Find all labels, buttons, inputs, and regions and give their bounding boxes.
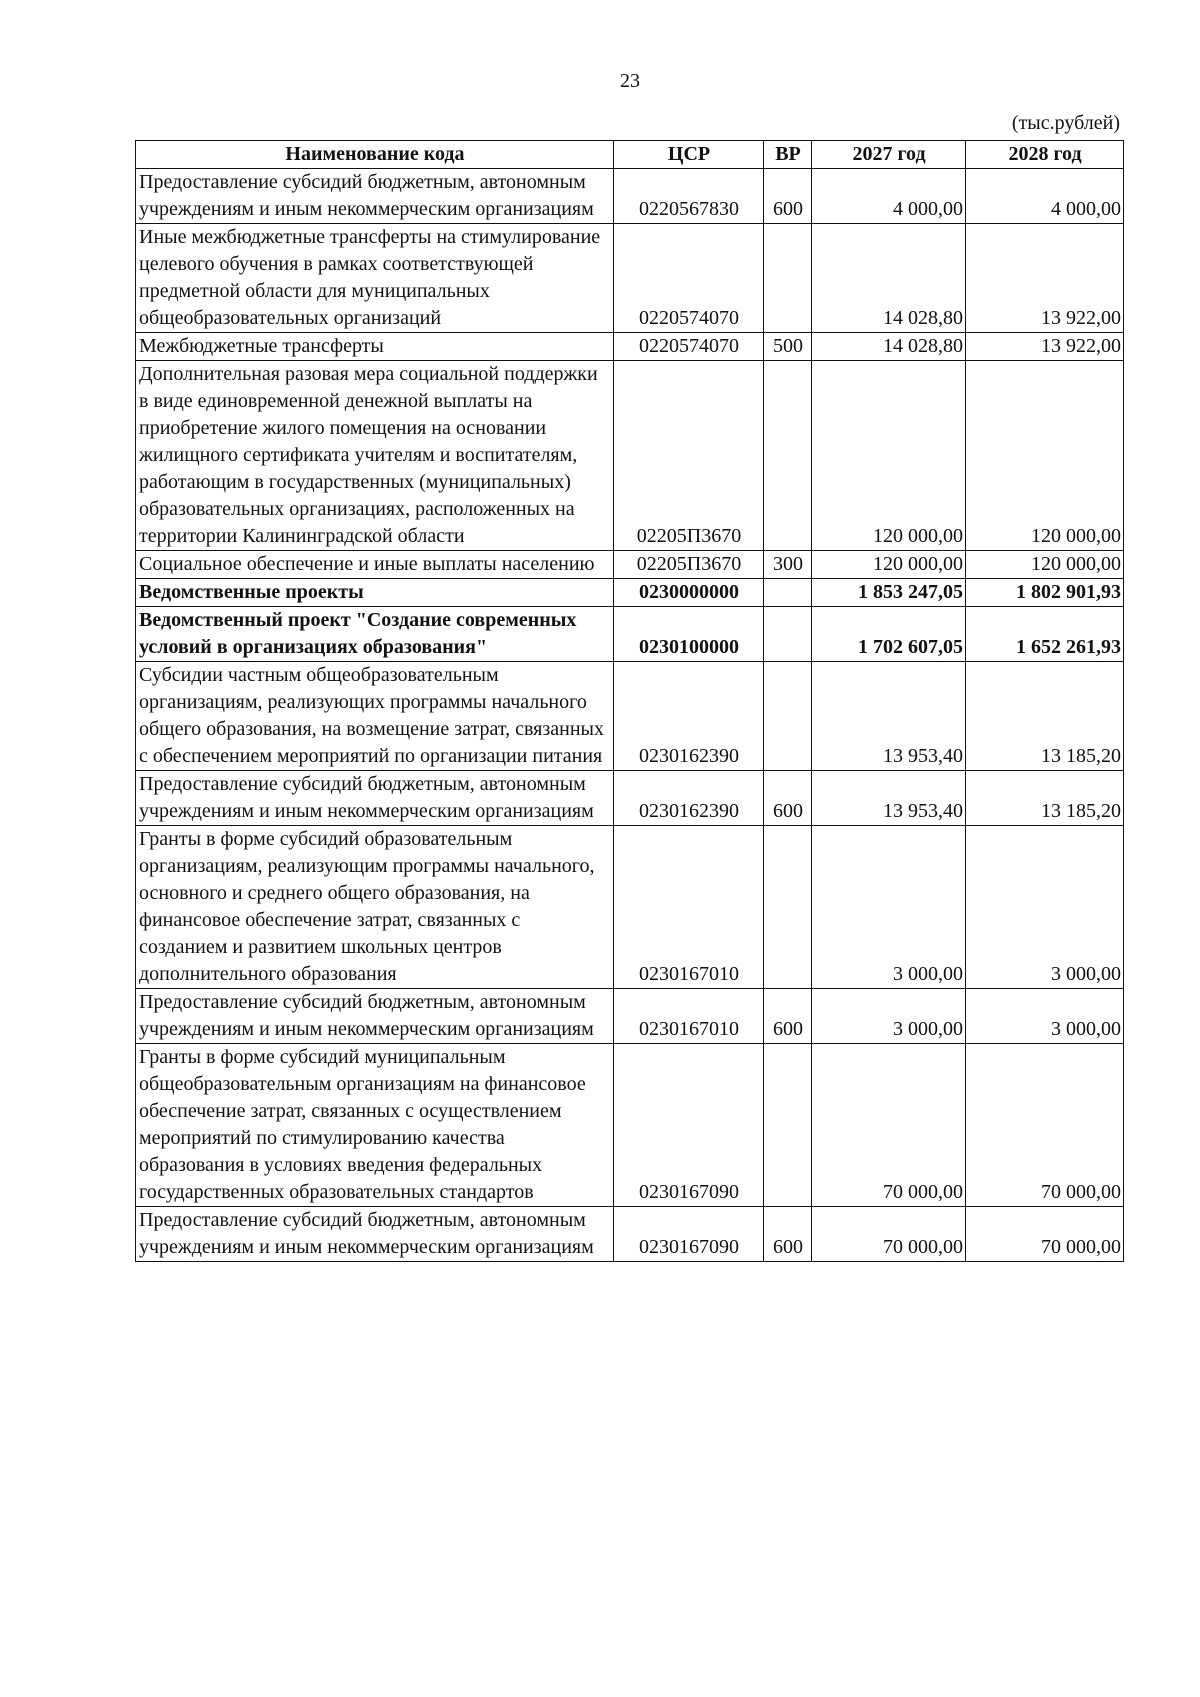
cell-2027: 3 000,00 <box>812 989 966 1044</box>
table-row <box>136 361 1124 551</box>
table-row <box>136 1044 1124 1207</box>
cell-csr: 0220574070 <box>614 224 764 333</box>
cell-2027: 120 000,00 <box>812 361 966 551</box>
header-vr: ВР <box>764 141 812 169</box>
table-row <box>136 224 1124 333</box>
cell-2027: 70 000,00 <box>812 1207 966 1262</box>
cell-vr <box>764 579 812 607</box>
cell-vr: 600 <box>764 169 812 224</box>
cell-csr: 0230167010 <box>614 826 764 989</box>
cell-csr: 0230167090 <box>614 1207 764 1262</box>
table-row <box>136 607 1124 662</box>
cell-vr: 600 <box>764 771 812 826</box>
cell-name: Дополнительная разовая мера социальной поддержки в виде единовременной денежной выплаты на приобретение жилого помещения на основании жилищного сертификата учителям и воспитателям, работающим в государственных (муниципальных) образовательных организациях, расположенных на территории Калининградской области <box>136 361 614 551</box>
cell-vr <box>764 826 812 989</box>
cell-2027: 70 000,00 <box>812 1044 966 1207</box>
table-row <box>136 1207 1124 1262</box>
table-row <box>136 771 1124 826</box>
table-row <box>136 662 1124 771</box>
cell-csr: 0230162390 <box>614 662 764 771</box>
cell-csr: 0220574070 <box>614 333 764 361</box>
cell-2028: 120 000,00 <box>966 361 1124 551</box>
cell-name: Субсидии частным общеобразовательным организациям, реализующих программы начального общего образования, на возмещение затрат, связанных с обеспечением мероприятий по организации питания <box>136 662 614 771</box>
cell-2028: 1 802 901,93 <box>966 579 1124 607</box>
cell-vr <box>764 607 812 662</box>
cell-name: Иные межбюджетные трансферты на стимулирование целевого обучения в рамках соответствующей предметной области для муниципальных общеобразовательных организаций <box>136 224 614 333</box>
cell-vr <box>764 224 812 333</box>
cell-2027: 3 000,00 <box>812 826 966 989</box>
cell-2027: 13 953,40 <box>812 771 966 826</box>
cell-2027: 13 953,40 <box>812 662 966 771</box>
cell-2028: 13 922,00 <box>966 224 1124 333</box>
cell-name: Предоставление субсидий бюджетным, автономным учреждениям и иным некоммерческим организациям <box>136 989 614 1044</box>
units-note: (тыс.рублей) <box>1011 112 1120 134</box>
cell-name: Гранты в форме субсидий муниципальным общеобразовательным организациям на финансовое обеспечение затрат, связанных с осуществлением мероприятий по стимулированию качества образования в условиях введения федеральных государственных образовательных стандартов <box>136 1044 614 1207</box>
cell-csr: 0230167090 <box>614 1044 764 1207</box>
cell-2028: 3 000,00 <box>966 989 1124 1044</box>
table-header-row <box>136 141 1124 169</box>
cell-2027: 1 853 247,05 <box>812 579 966 607</box>
header-2028: 2028 год <box>966 141 1124 169</box>
cell-vr: 600 <box>764 989 812 1044</box>
cell-2028: 13 922,00 <box>966 333 1124 361</box>
table-row <box>136 579 1124 607</box>
cell-vr: 600 <box>764 1207 812 1262</box>
cell-2028: 120 000,00 <box>966 551 1124 579</box>
cell-vr: 500 <box>764 333 812 361</box>
cell-csr: 0220567830 <box>614 169 764 224</box>
cell-name: Гранты в форме субсидий образовательным организациям, реализующим программы начального, основного и среднего общего образования, на финансовое обеспечение затрат, связанных с созданием и развитием школьных центров дополнительного образования <box>136 826 614 989</box>
budget-table <box>135 140 1124 1262</box>
cell-vr <box>764 1044 812 1207</box>
table-row <box>136 826 1124 989</box>
cell-2027: 14 028,80 <box>812 224 966 333</box>
cell-name: Предоставление субсидий бюджетным, автономным учреждениям и иным некоммерческим организациям <box>136 1207 614 1262</box>
table-row <box>136 169 1124 224</box>
cell-2028: 70 000,00 <box>966 1044 1124 1207</box>
table-row <box>136 989 1124 1044</box>
cell-vr <box>764 361 812 551</box>
cell-2028: 13 185,20 <box>966 771 1124 826</box>
cell-name: Межбюджетные трансферты <box>136 333 614 361</box>
header-name: Наименование кода <box>136 141 614 169</box>
table-row <box>136 333 1124 361</box>
cell-2028: 70 000,00 <box>966 1207 1124 1262</box>
cell-name: Ведомственный проект "Создание современных условий в организациях образования" <box>136 607 614 662</box>
cell-2028: 3 000,00 <box>966 826 1124 989</box>
cell-2027: 4 000,00 <box>812 169 966 224</box>
header-csr: ЦСР <box>614 141 764 169</box>
cell-name: Ведомственные проекты <box>136 579 614 607</box>
cell-vr <box>764 662 812 771</box>
cell-name: Предоставление субсидий бюджетным, автономным учреждениям и иным некоммерческим организациям <box>136 169 614 224</box>
cell-name: Социальное обеспечение и иные выплаты населению <box>136 551 614 579</box>
cell-csr: 0230167010 <box>614 989 764 1044</box>
cell-csr: 02205П3670 <box>614 361 764 551</box>
cell-2027: 120 000,00 <box>812 551 966 579</box>
header-2027: 2027 год <box>812 141 966 169</box>
cell-2027: 1 702 607,05 <box>812 607 966 662</box>
cell-2028: 13 185,20 <box>966 662 1124 771</box>
cell-csr: 0230100000 <box>614 607 764 662</box>
cell-name: Предоставление субсидий бюджетным, автономным учреждениям и иным некоммерческим организациям <box>136 771 614 826</box>
cell-vr: 300 <box>764 551 812 579</box>
cell-2028: 4 000,00 <box>966 169 1124 224</box>
cell-csr: 0230000000 <box>614 579 764 607</box>
table-row <box>136 551 1124 579</box>
table-body <box>136 169 1124 1262</box>
cell-2028: 1 652 261,93 <box>966 607 1124 662</box>
page-number: 23 <box>620 70 640 92</box>
cell-2027: 14 028,80 <box>812 333 966 361</box>
cell-csr: 02205П3670 <box>614 551 764 579</box>
cell-csr: 0230162390 <box>614 771 764 826</box>
